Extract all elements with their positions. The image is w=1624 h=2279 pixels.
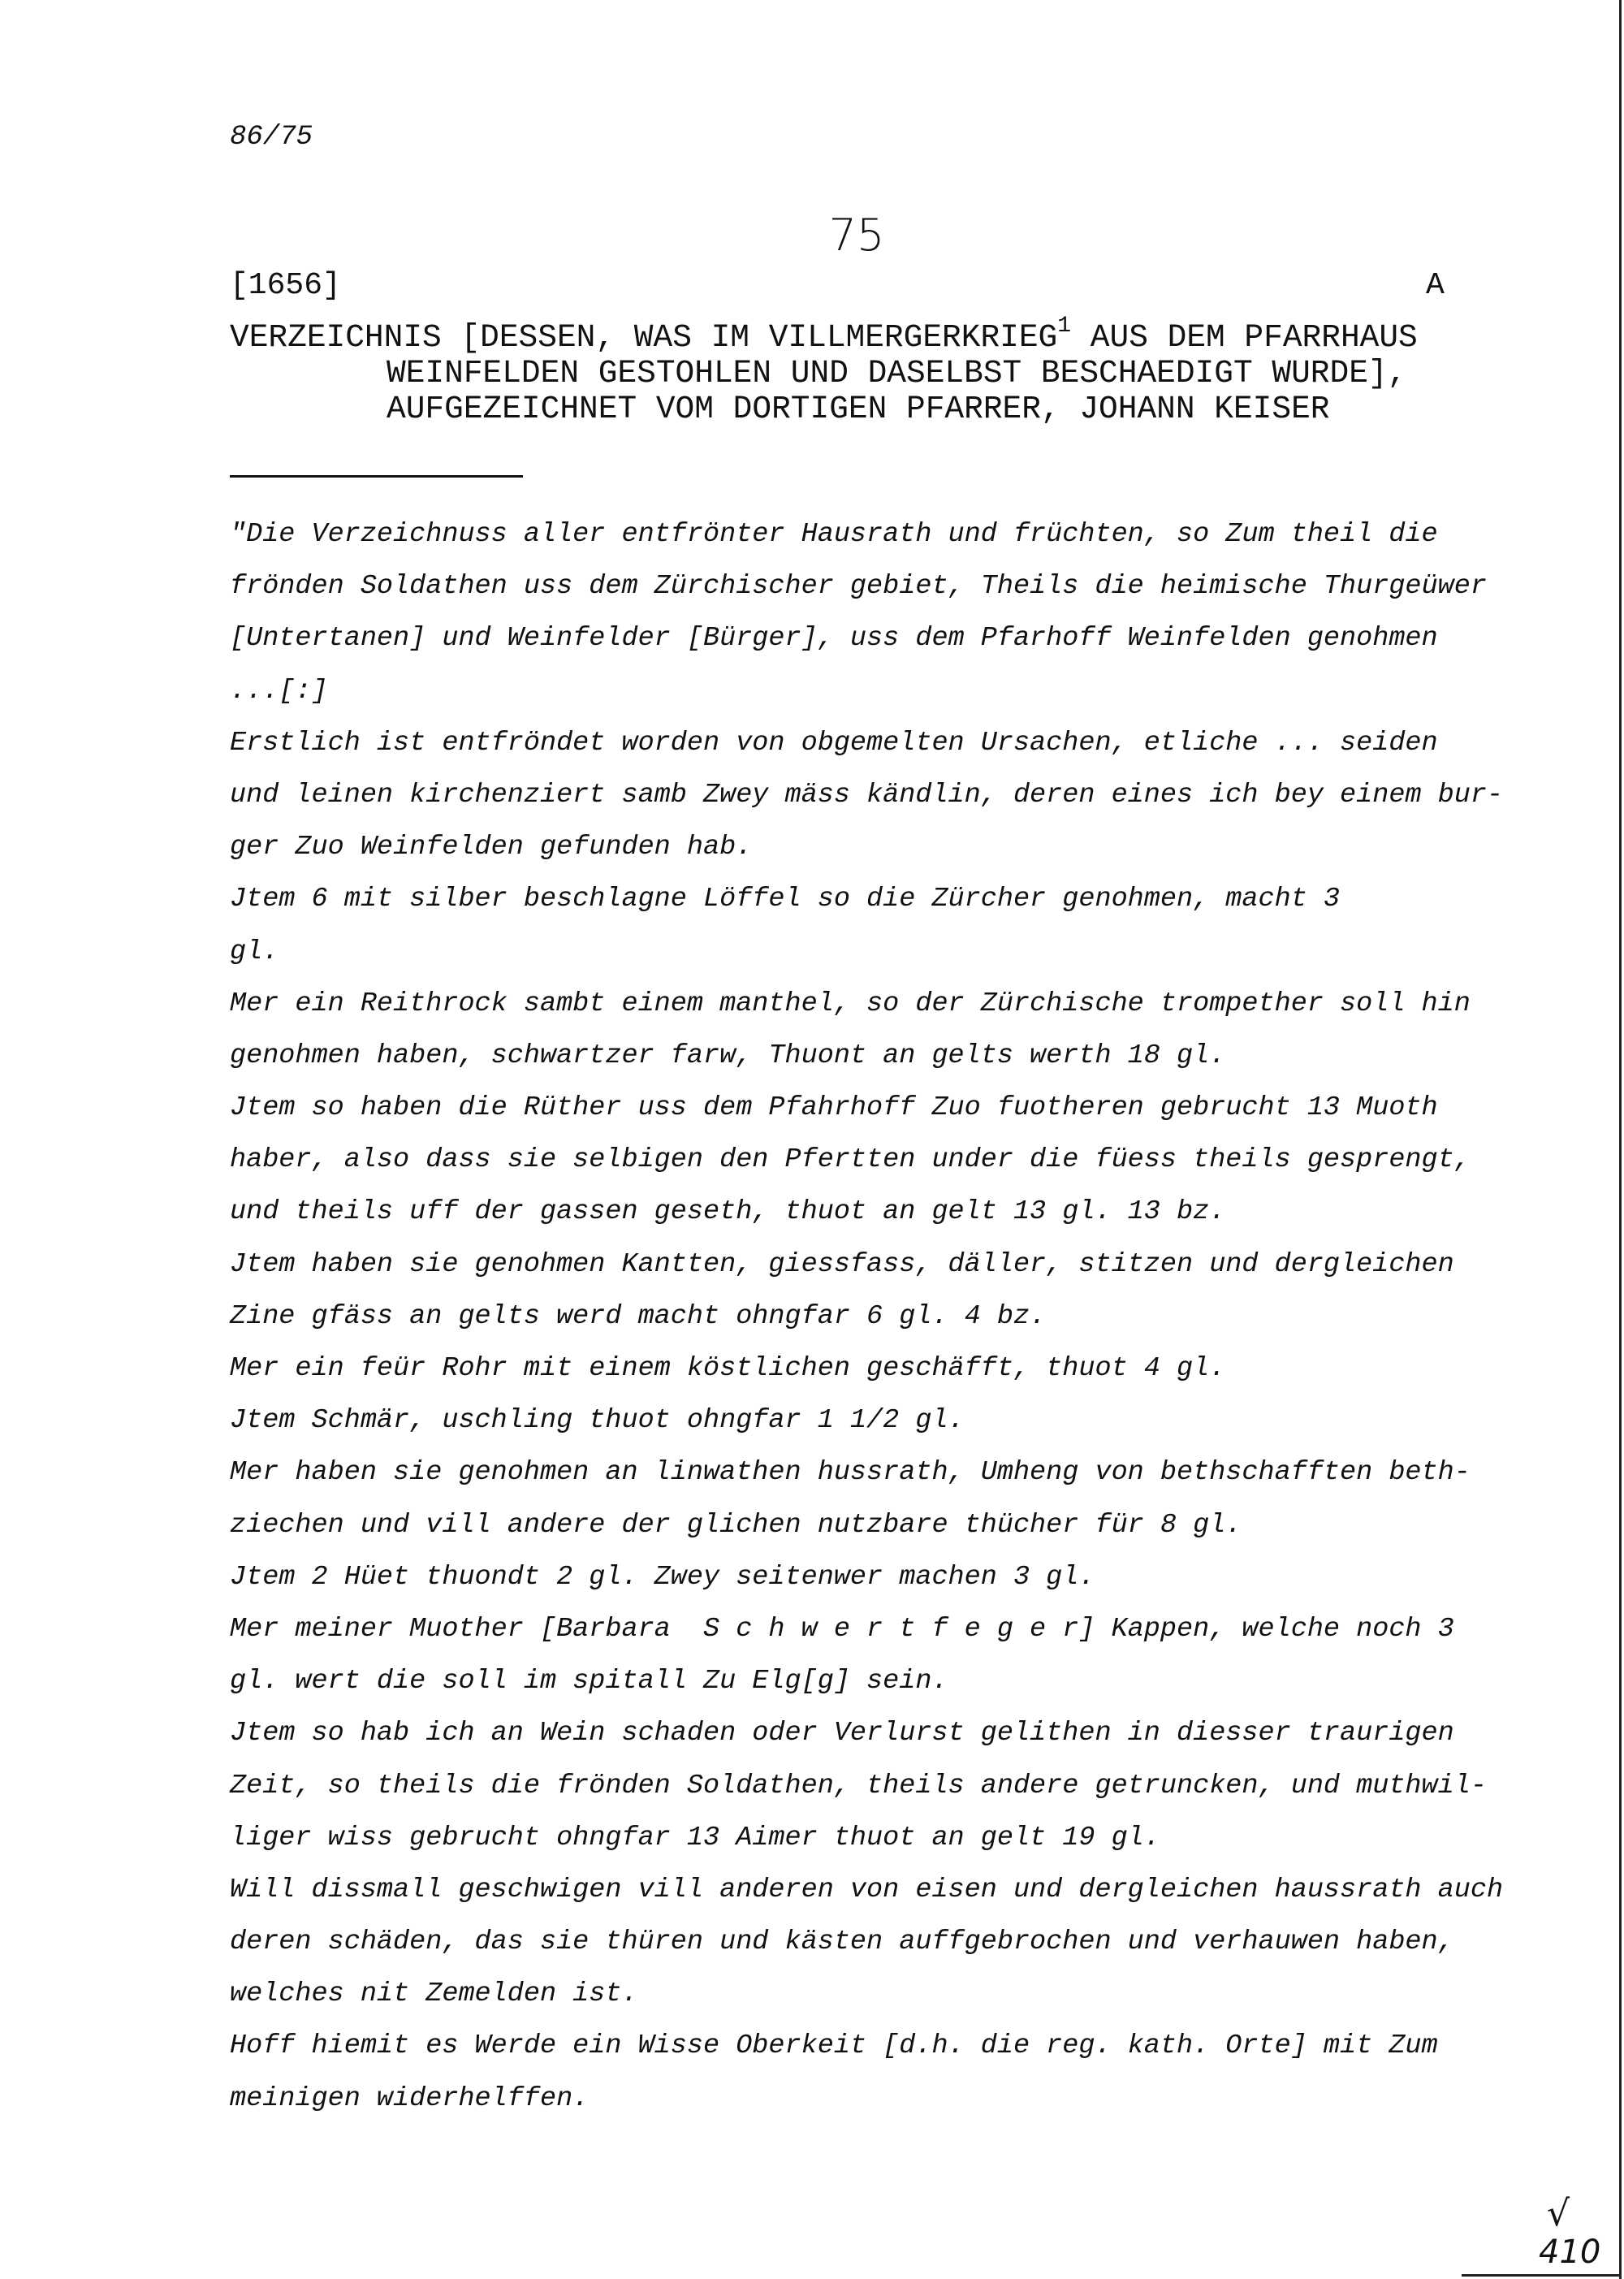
text-line: frönden Soldathen uss dem Zürchischer gebiet, Theils die heimische Thurgeüwer xyxy=(230,571,1487,603)
scan-edge-bottom xyxy=(1462,2274,1622,2277)
text-line: ...[:] xyxy=(230,675,328,707)
text-line: Zine gfäss an gelts werd macht ohngfar 6 gl. 4 bz. xyxy=(230,1300,1047,1332)
page-number: 75 xyxy=(828,210,885,261)
text-line: Mer ein feür Rohr mit einem köstlichen geschäfft, thuot 4 gl. xyxy=(230,1353,1226,1384)
heading-line-2: WEINFELDEN GESTOHLEN UND DASELBST BESCHAEDIGT WURDE], xyxy=(387,355,1407,391)
transcription-body xyxy=(230,508,1561,2125)
scan-edge-right xyxy=(1619,0,1622,2279)
text-line: "Die Verzeichnuss aller entfrönter Hausrath und früchten, so Zum theil die xyxy=(230,519,1438,550)
text-line: und theils uff der gassen geseth, thuot an gelt 13 gl. 13 bz. xyxy=(230,1196,1226,1228)
text-line: Mer ein Reithrock sambt einem manthel, so der Zürchische trompether soll hin xyxy=(230,988,1471,1019)
text-line: welches nit Zemelden ist. xyxy=(230,1978,638,2010)
heading-line-1 xyxy=(230,314,1418,356)
text-line: meinigen widerhelffen. xyxy=(230,2082,590,2114)
text-line: Hoff hiemit es Werde ein Wisse Oberkeit [d.h. die reg. kath. Orte] mit Zum xyxy=(230,2030,1438,2062)
handwritten-checkmark: √ xyxy=(1547,2193,1570,2234)
text-line: Erstlich ist entfröndet worden von obgemelten Ursachen, etliche ... seiden xyxy=(230,727,1438,759)
text-line: Jtem so haben die Rüther uss dem Pfahrhoff Zuo fuotheren gebrucht 13 Muoth xyxy=(230,1092,1438,1124)
text-line: Zeit, so theils die frönden Soldathen, theils andere getruncken, und muthwil- xyxy=(230,1770,1487,1801)
document-year: [1656] xyxy=(230,268,341,303)
text-line: ziechen und vill andere der glichen nutzbare thücher für 8 gl. xyxy=(230,1509,1242,1541)
text-line: gl. wert die soll im spitall Zu Elg[g] sein. xyxy=(230,1666,948,1697)
text-line: gl. xyxy=(230,936,279,967)
text-line: Mer meiner Muother [Barbara S c h w e r t f e g e r] Kappen, welche noch 3 xyxy=(230,1613,1454,1645)
text-line: Mer haben sie genohmen an linwathen hussrath, Umheng von bethschafften beth- xyxy=(230,1457,1471,1489)
text-line: Will dissmall geschwigen vill anderen von eisen und dergleichen haussrath auch xyxy=(230,1874,1504,1905)
text-line: ger Zuo Weinfelden gefunden hab. xyxy=(230,832,753,863)
heading-text-end: AUS DEM PFARRHAUS xyxy=(1071,319,1418,356)
handwritten-folio-number: 410 xyxy=(1539,2234,1601,2271)
separator-rule xyxy=(230,475,523,478)
reference-number: 86/75 xyxy=(230,122,313,153)
text-line: [Untertanen] und Weinfelder [Bürger], uss dem Pfarhoff Weinfelden genohmen xyxy=(230,623,1438,655)
text-line: deren schäden, das sie thüren und kästen auffgebrochen und verhauwen haben, xyxy=(230,1927,1454,1958)
heading-text: VERZEICHNIS [DESSEN, WAS IM VILLMERGERKRIEG xyxy=(230,319,1058,356)
text-line: genohmen haben, schwartzer farw, Thuont an gelts werth 18 gl. xyxy=(230,1040,1226,1071)
footnote-mark: 1 xyxy=(1057,314,1072,339)
text-line: Jtem haben sie genohmen Kantten, giessfass, däller, stitzen und dergleichen xyxy=(230,1248,1454,1280)
text-line: Jtem Schmär, uschling thuot ohngfar 1 1/2 gl. xyxy=(230,1405,965,1437)
text-line: liger wiss gebrucht ohngfar 13 Aimer thuot an gelt 19 gl. xyxy=(230,1822,1160,1853)
text-line: Jtem 6 mit silber beschlagne Löffel so die Zürcher genohmen, macht 3 xyxy=(230,884,1341,915)
text-line: und leinen kirchenziert samb Zwey mäss kändlin, deren eines ich bey einem bur- xyxy=(230,779,1504,811)
heading-line-3: AUFGEZEICHNET VOM DORTIGEN PFARRER, JOHANN KEISER xyxy=(387,391,1330,427)
document-letter: A xyxy=(1426,268,1445,303)
text-line: Jtem 2 Hüet thuondt 2 gl. Zwey seitenwer machen 3 gl. xyxy=(230,1561,1095,1593)
text-line: haber, also dass sie selbigen den Pfertten under die füess theils gesprengt, xyxy=(230,1144,1471,1176)
text-line: Jtem so hab ich an Wein schaden oder Verlurst gelithen in diesser traurigen xyxy=(230,1718,1454,1749)
